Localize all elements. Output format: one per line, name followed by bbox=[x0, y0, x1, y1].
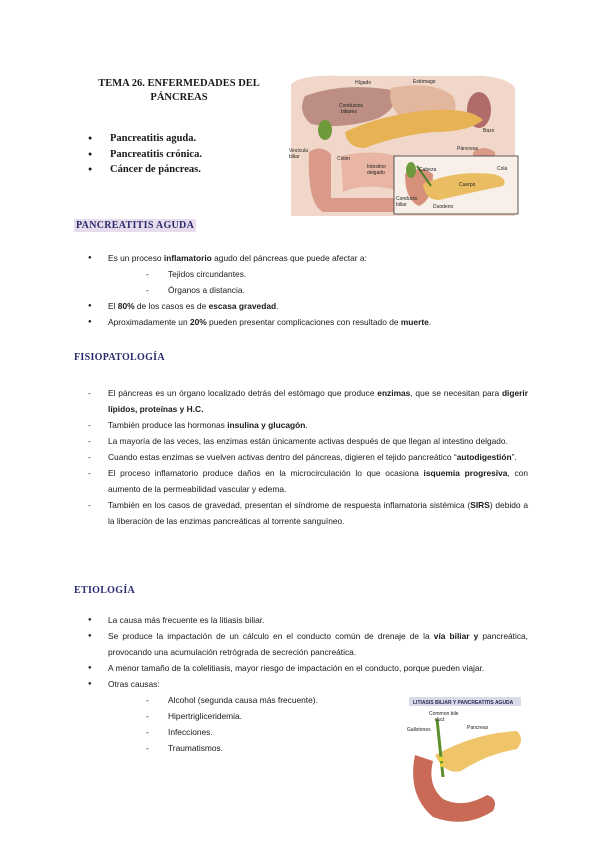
svg-text:Colon: Colon bbox=[337, 156, 351, 162]
list-item: ● Aproximadamente un 20% pueden presentar complicaciones con resultado de muerte. bbox=[108, 314, 528, 330]
gallstones-pancreatitis-figure bbox=[405, 695, 525, 828]
svg-text:Duodeno: Duodeno bbox=[433, 204, 454, 210]
list-item: - Órganos a distancia. bbox=[108, 282, 528, 298]
gallstone-shape bbox=[440, 763, 444, 767]
svg-text:Estómago: Estómago bbox=[413, 79, 436, 85]
svg-text:Cuerpo: Cuerpo bbox=[459, 182, 476, 188]
svg-text:biliar: biliar bbox=[396, 202, 407, 208]
list-item: ● Es un proceso inflamatorio agudo del páncreas que puede afectar a: bbox=[108, 250, 528, 266]
list-item: - La mayoría de las veces, las enzimas están únicamente activas después de que llegan al intestino delgado. bbox=[108, 433, 528, 449]
svg-text:Páncreas: Páncreas bbox=[457, 146, 479, 152]
aguda-list bbox=[108, 250, 528, 330]
svg-text:Intestino: Intestino bbox=[367, 164, 386, 170]
list-item: ● Se produce la impactación de un cálculo en el conducto común de drenaje de la vía biliar y pancreática, provocando una acumulación retrógrada de secreción pancreática. bbox=[108, 628, 528, 660]
topic-item: ● Pancreatitis crónica. bbox=[88, 147, 202, 163]
svg-text:Common bile: Common bile bbox=[429, 711, 459, 717]
list-item: - El proceso inflamatorio produce daños en la microcirculación lo que ocasiona isquemia progresiva, con aumento de la permeabilidad vascular y edema. bbox=[108, 465, 528, 497]
page-title: TEMA 26. ENFERMEDADES DEL PÁNCREAS bbox=[98, 78, 260, 103]
svg-text:Bazo: Bazo bbox=[483, 128, 495, 134]
svg-text:Pancreas: Pancreas bbox=[467, 725, 489, 731]
svg-text:Conducto: Conducto bbox=[396, 196, 418, 202]
list-item: ● La causa más frecuente es la litiasis biliar. bbox=[108, 612, 528, 628]
list-item: - Hipertrigliceridemia. bbox=[108, 708, 528, 724]
svg-text:biliar: biliar bbox=[289, 154, 300, 160]
svg-text:Conductos: Conductos bbox=[339, 103, 363, 109]
svg-text:Gallstones: Gallstones bbox=[407, 727, 431, 733]
list-item: - Alcohol (segunda causa más frecuente). bbox=[108, 692, 528, 708]
list-item: ● A menor tamaño de la colelitiasis, mayor riesgo de impactación en el conducto, porque pueden viajar. bbox=[108, 660, 528, 676]
list-item: - Cuando estas enzimas se vuelven activas dentro del páncreas, digieren el tejido pancreático “autodigestión”. bbox=[108, 449, 528, 465]
svg-text:Hígado: Hígado bbox=[355, 80, 372, 86]
list-item: ● Otras causas: bbox=[108, 676, 528, 692]
gallbladder-shape bbox=[318, 120, 332, 140]
list-item: - Traumatismos. bbox=[108, 740, 528, 756]
svg-text:delgado: delgado bbox=[367, 170, 385, 176]
list-item: ● El 80% de los casos es de escasa gravedad. bbox=[108, 298, 528, 314]
svg-text:LITIASIS BILIAR Y PANCREATITIS: LITIASIS BILIAR Y PANCREATITIS AGUDA bbox=[413, 700, 514, 706]
svg-text:duct: duct bbox=[435, 717, 445, 723]
svg-text:Vesícula: Vesícula bbox=[289, 148, 308, 154]
topic-item: ● Cáncer de páncreas. bbox=[88, 162, 202, 178]
section-heading-fisiopatologia: FISIOPATOLOGÍA bbox=[74, 352, 165, 363]
topic-item: ● Pancreatitis aguda. bbox=[88, 131, 202, 147]
list-item: - También produce las hormonas insulina y glucagón. bbox=[108, 417, 528, 433]
list-item: - El páncreas es un órgano localizado detrás del estómago que produce enzimas, que se necesitan para digerir lípidos, proteínas y H.C. bbox=[108, 385, 528, 417]
list-item: - También en los casos de gravedad, presentan el síndrome de respuesta inflamatoria sistémica (SIRS) debido a la liberación de las enzimas pancreáticas al torrente sanguíneo. bbox=[108, 497, 528, 529]
svg-text:biliares: biliares bbox=[341, 109, 357, 115]
svg-text:Cola: Cola bbox=[497, 166, 508, 172]
gallstone-shape bbox=[439, 757, 444, 762]
pancreas-anatomy-figure bbox=[283, 74, 520, 216]
fisiopatologia-list bbox=[108, 385, 528, 529]
section-heading-etiologia: ETIOLOGÍA bbox=[74, 585, 136, 596]
svg-text:Cabeza: Cabeza bbox=[419, 167, 437, 173]
section-heading-aguda: PANCREATITIS AGUDA bbox=[76, 220, 195, 231]
list-item: - Tejidos circundantes. bbox=[108, 266, 528, 282]
list-item: - Infecciones. bbox=[108, 724, 528, 740]
topics-list bbox=[88, 131, 202, 178]
